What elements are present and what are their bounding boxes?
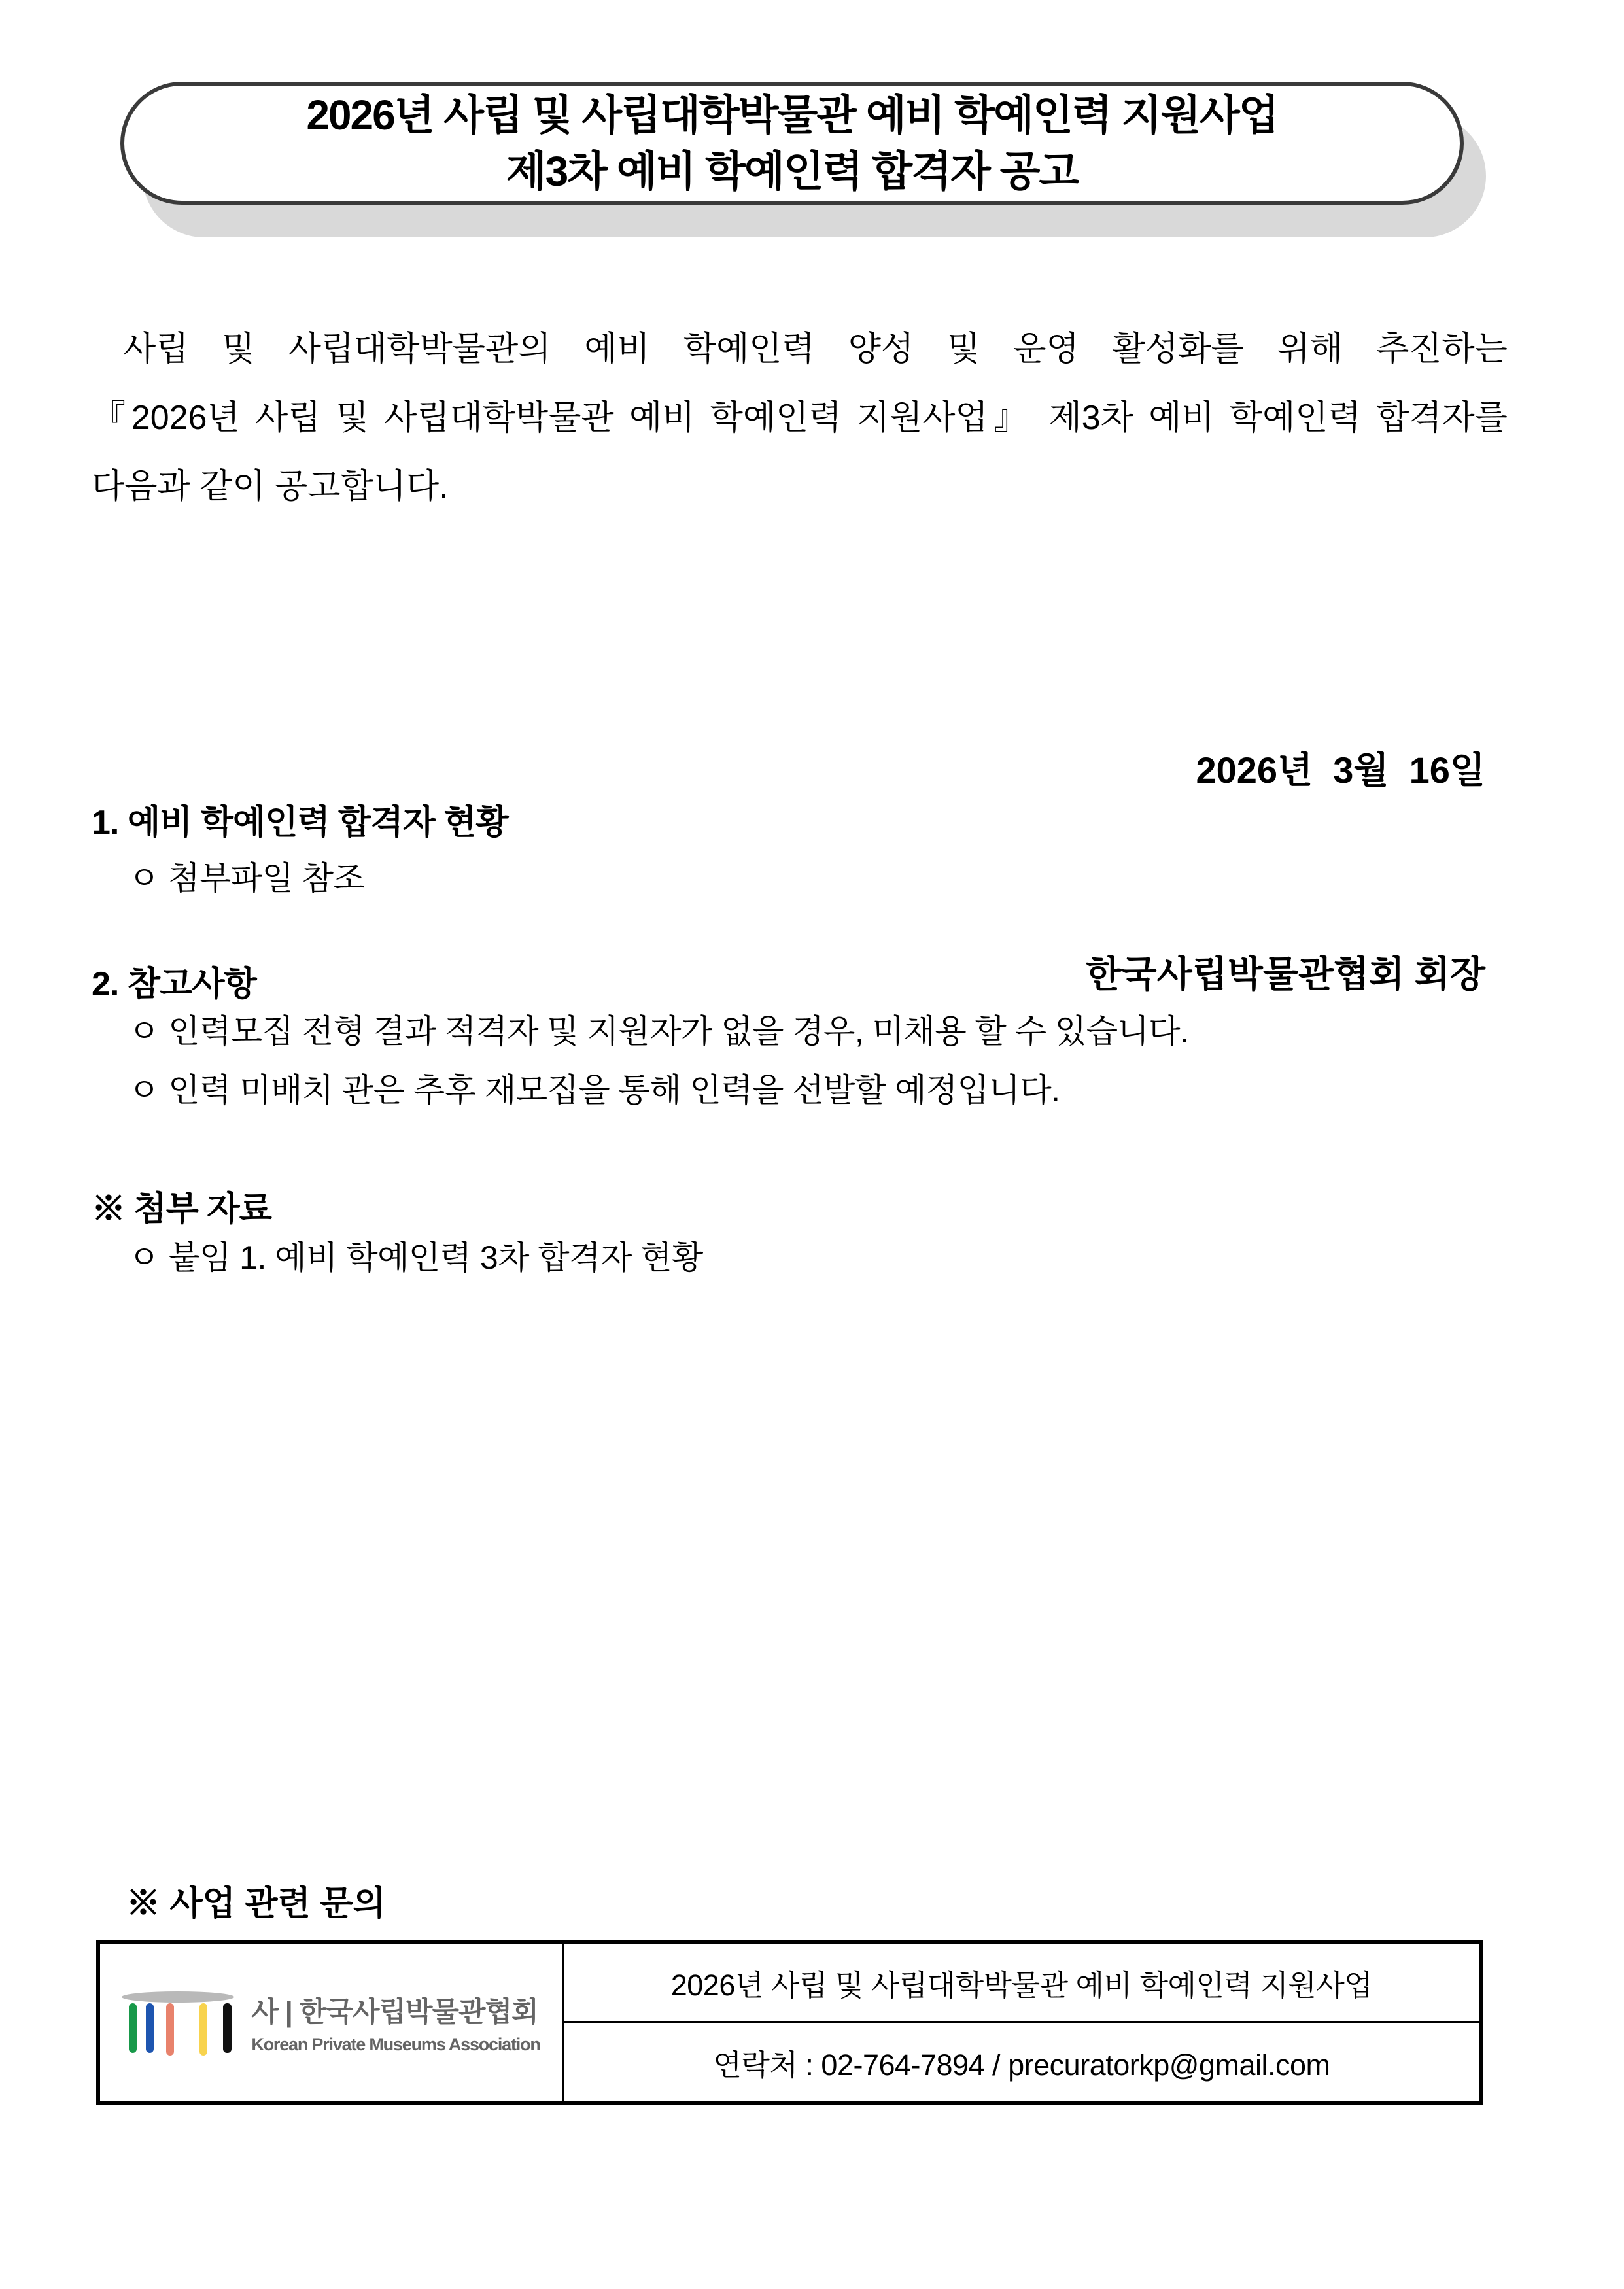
intro-line-2: 『2026년 사립 및 사립대학박물관 예비 학예인력 지원사업』 제3차 예비 학예인력 합격자를 xyxy=(92,399,1508,437)
logo-bar-yellow xyxy=(199,2003,207,2056)
section-2-bullet-2: ㅇ 인력 미배치 관은 추후 재모집을 통해 인력을 선발할 예정입니다. xyxy=(128,1072,1060,1109)
logo-bar-coral xyxy=(166,2003,174,2056)
footer-contact-table xyxy=(96,1940,1483,2105)
logo-bar-black xyxy=(223,2003,232,2053)
org-logo-cell xyxy=(100,1944,564,2101)
intro-line-3: 다음과 같이 공고합니다. xyxy=(92,468,449,506)
logo-roof-shape xyxy=(122,1991,234,2003)
attachments-heading: ※ 첨부 자료 xyxy=(92,1190,271,1228)
org-logo xyxy=(122,1990,540,2055)
contact-cell: 연락처 : 02-764-7894 / precuratorkp@gmail.com xyxy=(713,2048,1330,2082)
contact-info-column xyxy=(564,1944,1479,2101)
section-2-heading: 2. 참고사항 xyxy=(92,965,256,1003)
section-1-bullet-1: ㅇ 첨부파일 참조 xyxy=(128,860,365,897)
announcement-date: 2026년 3월 16일 xyxy=(1196,749,1485,791)
inquiry-heading: ※ 사업 관련 문의 xyxy=(126,1885,386,1923)
intro-line-1: 사립 및 사립대학박물관의 예비 학예인력 양성 및 운영 활성화를 위해 추진하는 xyxy=(123,330,1508,368)
title-banner xyxy=(120,82,1464,205)
org-name-korean: 사 | 한국사립박물관협회 xyxy=(251,1996,538,2028)
museum-pavilion-icon xyxy=(122,1991,234,2053)
title-line-1: 2026년 사립 및 사립대학박물관 예비 학예인력 지원사업 xyxy=(306,92,1278,139)
logo-bar-blue xyxy=(146,2003,154,2053)
attachments-bullet-1: ㅇ 붙임 1. 예비 학예인력 3차 합격자 현황 xyxy=(128,1239,703,1276)
section-2-bullet-1: ㅇ 인력모집 전형 결과 적격자 및 지원자가 없을 경우, 미채용 할 수 있습니다. xyxy=(128,1013,1189,1050)
org-name-block xyxy=(251,1990,540,2055)
project-name-cell: 2026년 사립 및 사립대학박물관 예비 학예인력 지원사업 xyxy=(564,1944,1479,2023)
org-name-english: Korean Private Museums Association xyxy=(251,2034,540,2054)
signer: 한국사립박물관협회 회장 xyxy=(1086,954,1485,995)
logo-bar-green xyxy=(129,2003,137,2053)
section-1-heading: 1. 예비 학예인력 합격자 현황 xyxy=(92,804,508,842)
title-line-2: 제3차 예비 학예인력 합격자 공고 xyxy=(506,148,1079,195)
intro-paragraph xyxy=(92,315,1508,521)
